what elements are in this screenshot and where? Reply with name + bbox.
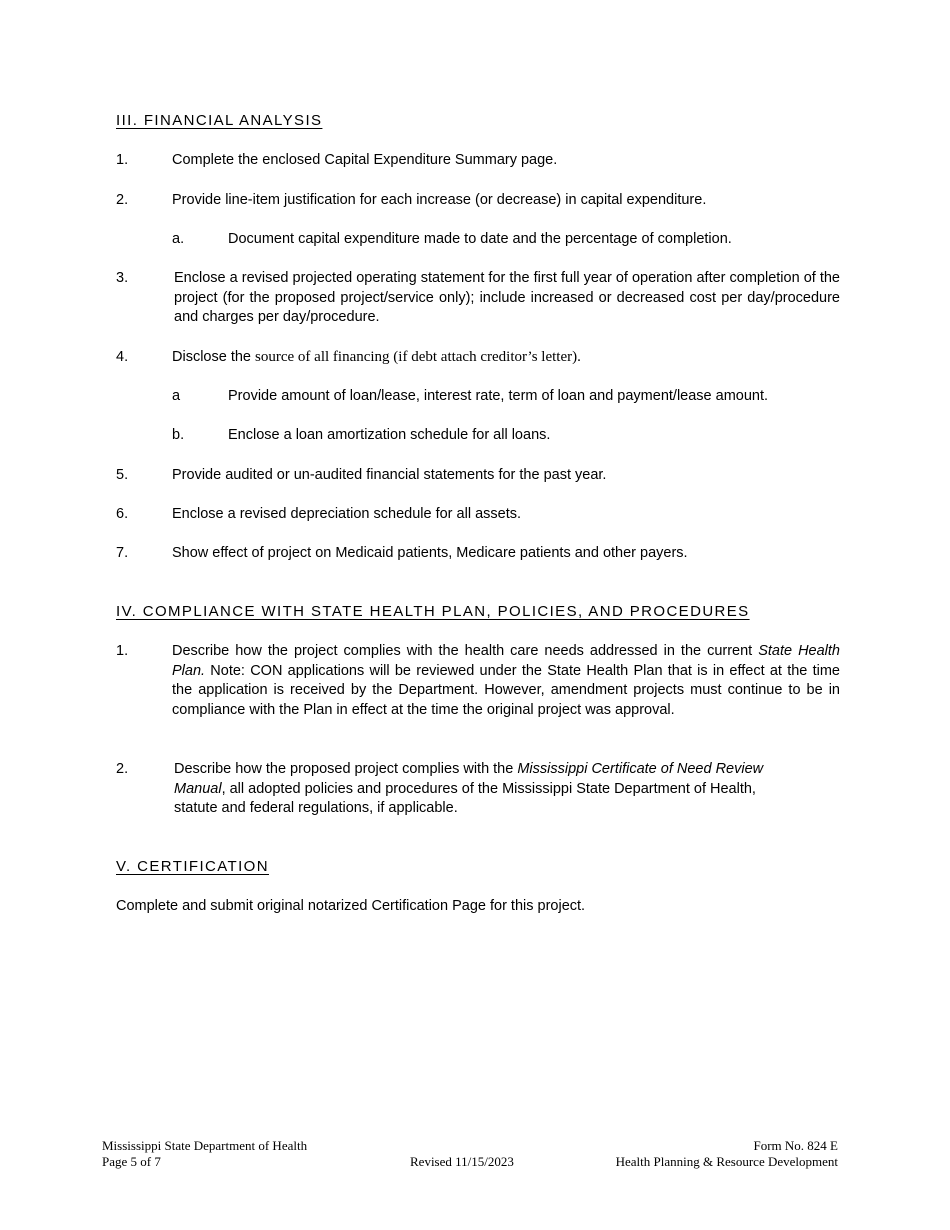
footer-division: Health Planning & Resource Development — [615, 1154, 838, 1169]
item-number: a. — [172, 231, 185, 247]
item-text: Enclose a revised projected operating statement for the first full year of operation after completion of the project (for the proposed project/service only); include increased or decreased cost per day/procedure and charges per day/procedure. — [174, 270, 840, 325]
section-3-heading: III. FINANCIAL ANALYSIS — [116, 112, 323, 129]
item-number: 1. — [116, 643, 129, 659]
item-number: 3. — [116, 270, 129, 286]
item-number: 5. — [116, 467, 129, 483]
footer-page-number: Page 5 of 7 — [102, 1154, 161, 1169]
item-text: Complete the enclosed Capital Expenditure Summary page. — [172, 152, 558, 168]
item-text: Enclose a loan amortization schedule for all loans. — [228, 427, 551, 443]
item-number: a — [172, 388, 181, 404]
item-text: Document capital expenditure made to date and the percentage of completion. — [228, 231, 732, 247]
certification-text: Complete and submit original notarized Certification Page for this project. — [116, 898, 586, 914]
section-4-heading: IV. COMPLIANCE WITH STATE HEALTH PLAN, POLICIES, AND PROCEDURES — [116, 603, 750, 620]
item-number: 4. — [116, 349, 129, 365]
item-number: 2. — [116, 761, 129, 777]
item-text: Describe how the project complies with the health care needs addressed in the current State Health Plan. Note: CON applications will be reviewed under the State Health Plan that is in effect at the time the application is received by the Department. However, amendment projects must continue to be in compliance with the Plan in effect at the time the original project was approval. — [172, 643, 840, 718]
item-text: Provide amount of loan/lease, interest rate, term of loan and payment/lease amount. — [228, 388, 769, 404]
item-text: Enclose a revised depreciation schedule for all assets. — [172, 506, 521, 522]
footer-revised-date: Revised 11/15/2023 — [410, 1154, 514, 1169]
item-text: Describe how the proposed project complies with the Mississippi Certificate of Need Review Manual, all adopted policies and procedures of the Mississippi State Department of Health, statute and federal regulations, if applicable. — [174, 761, 764, 816]
section-5-heading: V. CERTIFICATION — [116, 858, 269, 875]
item-number: b. — [172, 427, 185, 443]
item-text: Disclose the source of all financing (if debt attach creditor’s letter). — [172, 349, 581, 365]
item-number: 2. — [116, 192, 129, 208]
item-text: Show effect of project on Medicaid patients, Medicare patients and other payers. — [172, 545, 688, 561]
item-number: 1. — [116, 152, 129, 168]
item-number: 6. — [116, 506, 129, 522]
item-number: 7. — [116, 545, 129, 561]
footer-form-number: Form No. 824 E — [753, 1138, 838, 1153]
item-text: Provide line-item justification for each increase (or decrease) in capital expenditure. — [172, 192, 707, 208]
item-text: Provide audited or un-audited financial statements for the past year. — [172, 467, 607, 483]
footer-org: Mississippi State Department of Health — [102, 1138, 308, 1153]
